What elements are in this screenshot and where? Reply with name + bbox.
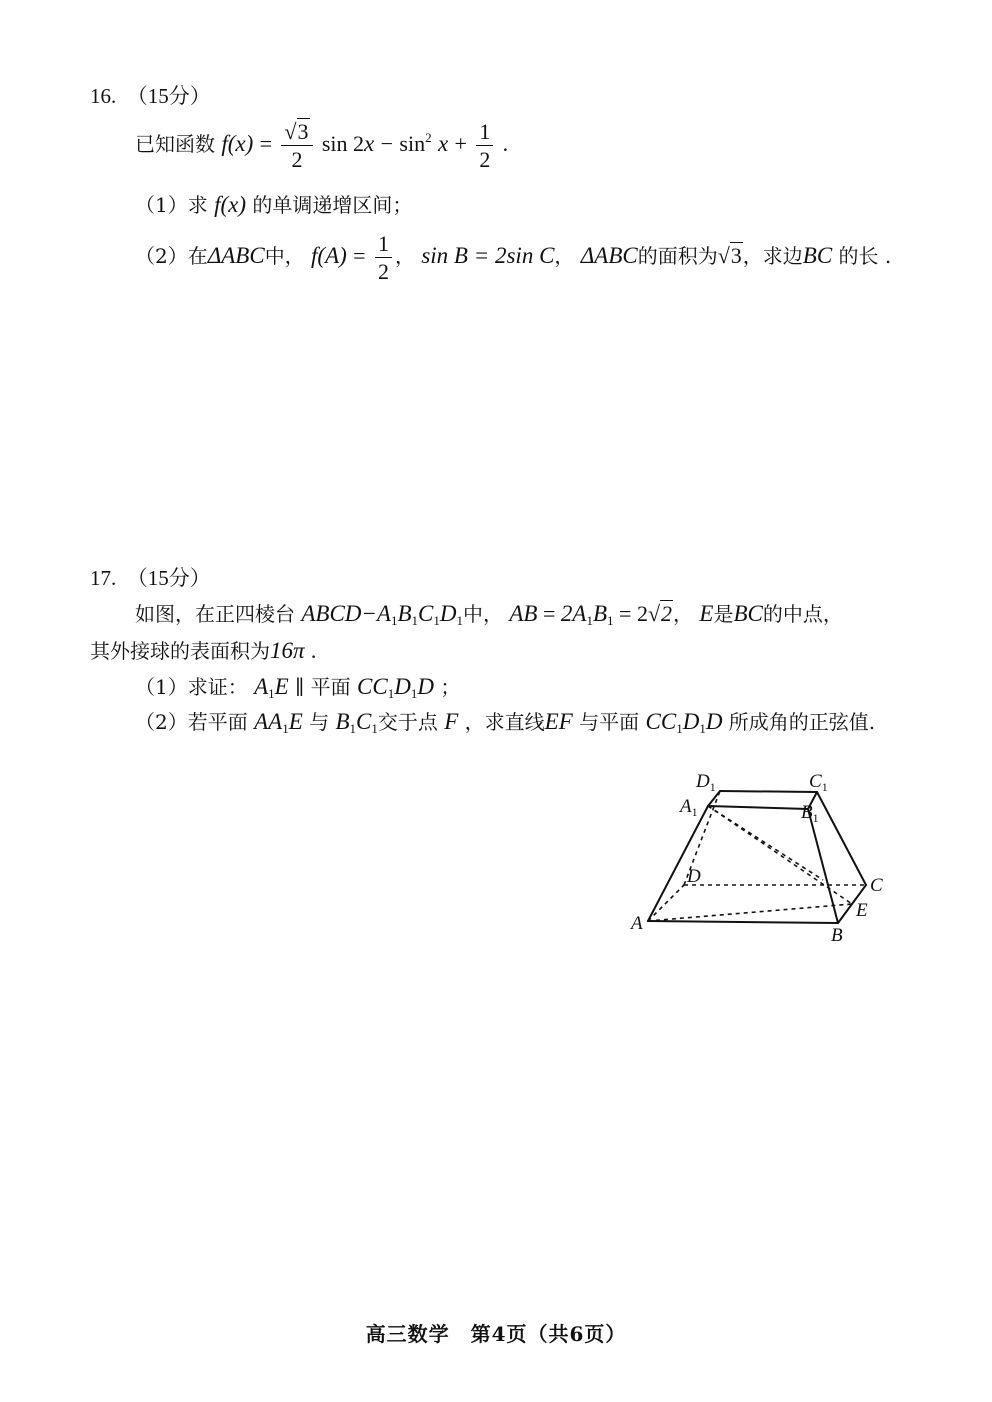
part-text: 交于点 — [377, 710, 438, 734]
part-text: 的面积为 — [637, 244, 718, 269]
comma: ， — [554, 244, 575, 269]
q16-intro-text: 已知函数 — [135, 132, 215, 157]
period: . — [310, 638, 317, 663]
vertex-label-a1: $A_1$ — [680, 796, 698, 819]
part-text: ； — [440, 675, 461, 699]
point-f: F — [444, 709, 459, 734]
q17-line2 — [90, 639, 316, 662]
plus-sign: + — [454, 131, 467, 157]
frustum-figure — [620, 765, 900, 955]
q17-heading: 17. （15分） — [90, 566, 211, 590]
plane-aa1e: $AA_1E$ — [254, 709, 303, 736]
part-text: 与 — [309, 710, 330, 734]
q16-p2-one-half — [375, 232, 392, 283]
q17-text: 的中点， — [762, 602, 843, 626]
part-label: （2）若平面 — [135, 710, 248, 734]
period: . — [502, 131, 509, 157]
f-of-a: f(A) — [311, 243, 347, 269]
edge-a-a1 — [648, 806, 708, 921]
part-text: 的单调递增区间； — [252, 193, 413, 217]
var-x: x — [437, 131, 449, 157]
hidden-line-a-e — [648, 904, 852, 921]
point-e: E — [699, 601, 714, 626]
q17-part2 — [135, 710, 875, 735]
q16-function-definition — [135, 120, 508, 171]
page-footer: 高三数学 第4页（共6页） — [365, 1322, 627, 1346]
sin-func: sin — [399, 131, 426, 157]
segment-b1c1: $B_1C_1$ — [335, 709, 378, 736]
edge-a-b — [648, 921, 838, 923]
part-text: ∥ 平面 — [295, 675, 351, 699]
comma: ， — [673, 602, 694, 626]
part-text: 与平面 — [579, 710, 640, 734]
q16-sqrt3-over-2: $\frac{√3}{2}$ — [281, 120, 312, 171]
var-x: x — [364, 131, 375, 157]
square-exponent: 2 — [425, 130, 432, 146]
vertex-label-c: C — [870, 875, 883, 896]
sin-2x: sin 2 — [321, 131, 365, 157]
sphere-area: 16π — [270, 638, 305, 663]
q17-text: 其外接球的表面积为 — [90, 639, 270, 663]
part-label: （2）在 — [135, 244, 208, 269]
f-symbol: f(x) — [214, 192, 247, 217]
sqrt-radicand: 3 — [297, 119, 309, 144]
q16-one-half — [476, 120, 493, 171]
vertex-label-e: E — [856, 900, 868, 921]
line-a1e: $A_1E$ — [254, 674, 289, 701]
fraction-denominator: 2 — [479, 147, 491, 173]
ab-equation: AB = $2A_1B_1 = 2√2$ — [509, 601, 673, 628]
plane-cc1d1d: $CC_1D_1D$ — [357, 674, 434, 701]
vertex-label-b1: $B_1$ — [801, 802, 819, 825]
q16-part2: （2）在ΔABC中， f(A) = $\frac{1}{2}$ ， sin B = 2sin C， ΔABC的面积为√3，求边BC 的长 . — [135, 231, 892, 285]
q17-text: 是 — [713, 602, 734, 626]
frustum-name: $ABCD-A_1B_1C_1D_1$ — [301, 601, 464, 628]
vertex-label-d1: $D_1$ — [696, 771, 716, 794]
vertex-label-d: D — [687, 866, 701, 887]
part-text: ，求直线 — [464, 710, 545, 734]
segment-bc: BC — [802, 243, 833, 269]
q17-part1 — [135, 675, 460, 700]
fraction-numerator: 1 — [375, 232, 392, 258]
comma: ， — [394, 244, 415, 269]
triangle-abc: ΔABC — [207, 243, 265, 269]
part-text: ，求边 — [742, 244, 803, 269]
equals-sign: = — [259, 131, 273, 157]
vertex-label-c1: $C_1$ — [809, 771, 828, 794]
part-text: 的长 . — [838, 244, 892, 269]
edge-a1-b1 — [708, 806, 808, 809]
sinb-equation: sin B = 2sin C — [421, 243, 555, 269]
q16-part1 — [135, 193, 412, 216]
q17-line1 — [135, 602, 843, 627]
q16-f-symbol: f(x) — [221, 131, 254, 157]
q17-text: 如图，在正四棱台 — [135, 602, 295, 626]
equals-sign: = — [353, 243, 366, 269]
q16-heading: 16. （15分） — [90, 84, 211, 108]
line-ef: EF — [544, 709, 573, 734]
part-text: 所成角的正弦值. — [728, 710, 876, 734]
vertex-label-b: B — [831, 925, 843, 946]
fraction-numerator: 1 — [476, 120, 493, 146]
segment-bc: BC — [733, 601, 763, 626]
minus-sign: − — [380, 131, 394, 157]
vertex-label-a: A — [631, 913, 643, 934]
triangle-abc: ΔABC — [580, 243, 638, 269]
hidden-edge-a-d — [648, 885, 684, 921]
fraction-denominator: 2 — [377, 259, 389, 285]
q17-text: 中， — [463, 602, 504, 626]
sqrt-radicand: 3 — [730, 243, 742, 269]
part-label: （1）求 — [135, 193, 208, 217]
part-text: 中， — [264, 244, 305, 269]
fraction-denominator: 2 — [291, 147, 303, 173]
part-label: （1）求证： — [135, 675, 248, 699]
plane-cc1d1d: $CC_1D_1D$ — [645, 709, 723, 736]
edge-c1-d1 — [720, 791, 817, 792]
